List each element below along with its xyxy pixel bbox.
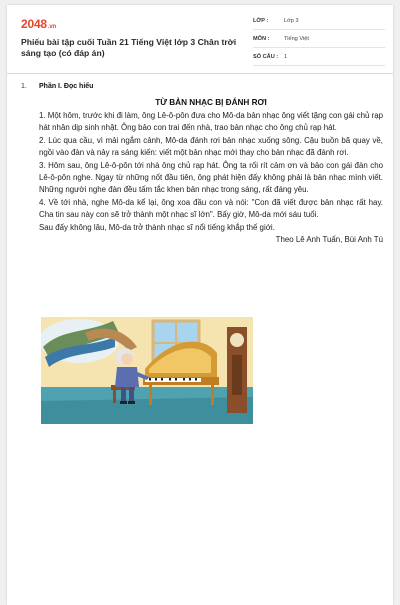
story-title: TỪ BẢN NHẠC BỊ ĐÁNH RƠI: [155, 98, 267, 107]
meta-label: LỚP :: [253, 18, 269, 24]
story-paragraph: 3. Hôm sau, ông Lê-ô-pôn tới nhà ông chủ rạp hát. Ông ta rối rít cảm ơn và bảo con gái đàn cho Lê-ô-pôn nghe. Ngay từ những nốt đầu tiên, ông phát hiện đấy không phải là bản nhạc mình viết. Những người nghe đàn đều tấm tắc khen bản nhạc trong sáng, rất đáng yêu.: [39, 160, 383, 195]
section-heading: [21, 83, 383, 95]
meta-label: MÔN :: [253, 36, 270, 42]
mozart-piano-illustration: [41, 317, 253, 424]
worksheet-page: [7, 5, 393, 605]
story-paragraph: 4. Về tới nhà, nghe Mô-da kể lại, ông xoa đầu con và nói: "Con đã viết được bản nhạc rất hay. Cha tin sau này con sẽ trở thành một nhạc sĩ lớn". Bấy giờ, Mô-da mới sáu tuổi.: [39, 197, 383, 220]
question-number: 1.: [21, 83, 27, 90]
meta-value: 1: [284, 54, 288, 60]
meta-row-question-count: [253, 52, 385, 66]
meta-value: Lớp 3: [284, 18, 299, 24]
story-illustration: [41, 317, 253, 424]
worksheet-title: Phiếu bài tập cuối Tuần 21 Tiếng Việt lớp 3 Chân trời sáng tạo (có đáp án): [21, 37, 237, 58]
story-paragraph: 2. Lúc qua cầu, vì mải ngắm cảnh, Mô-da đánh rơi bản nhạc xuống sông. Cậu buồn bã quay về, ngồi vào đàn và nảy ra sáng kiến: viết một bản nhạc mới thay cho bản nhạc đã đánh rơi.: [39, 135, 383, 158]
meta-row-subject: [253, 34, 385, 48]
meta-row-class: [253, 16, 385, 30]
section-title: Phần I. Đọc hiểu: [39, 83, 94, 90]
meta-label: SỐ CÂU :: [253, 54, 279, 60]
site-logo[interactable]: [21, 17, 56, 31]
worksheet-header: [7, 5, 393, 74]
worksheet-meta: [253, 16, 385, 70]
worksheet-content: [21, 83, 383, 246]
story-paragraph: 1. Một hôm, trước khi đi làm, ông Lê-ô-pôn đưa cho Mô-da bản nhạc ông viết tặng con gái chủ rạp hát nhân dịp sinh nhật. Ông bảo con trai đến nhà, trao bản nhạc cho ông chủ rạp hát.: [39, 111, 383, 133]
story-text: [39, 110, 383, 246]
logo-suffix: .vn: [47, 24, 56, 30]
meta-value: Tiếng Việt: [284, 36, 309, 42]
story-paragraph: Sau đấy không lâu, Mô-da trở thành nhạc sĩ nổi tiếng khắp thế giới.: [39, 222, 275, 232]
logo-text: 2048: [21, 17, 47, 31]
story-author: Theo Lê Anh Tuấn, Bùi Anh Tú: [275, 235, 383, 245]
